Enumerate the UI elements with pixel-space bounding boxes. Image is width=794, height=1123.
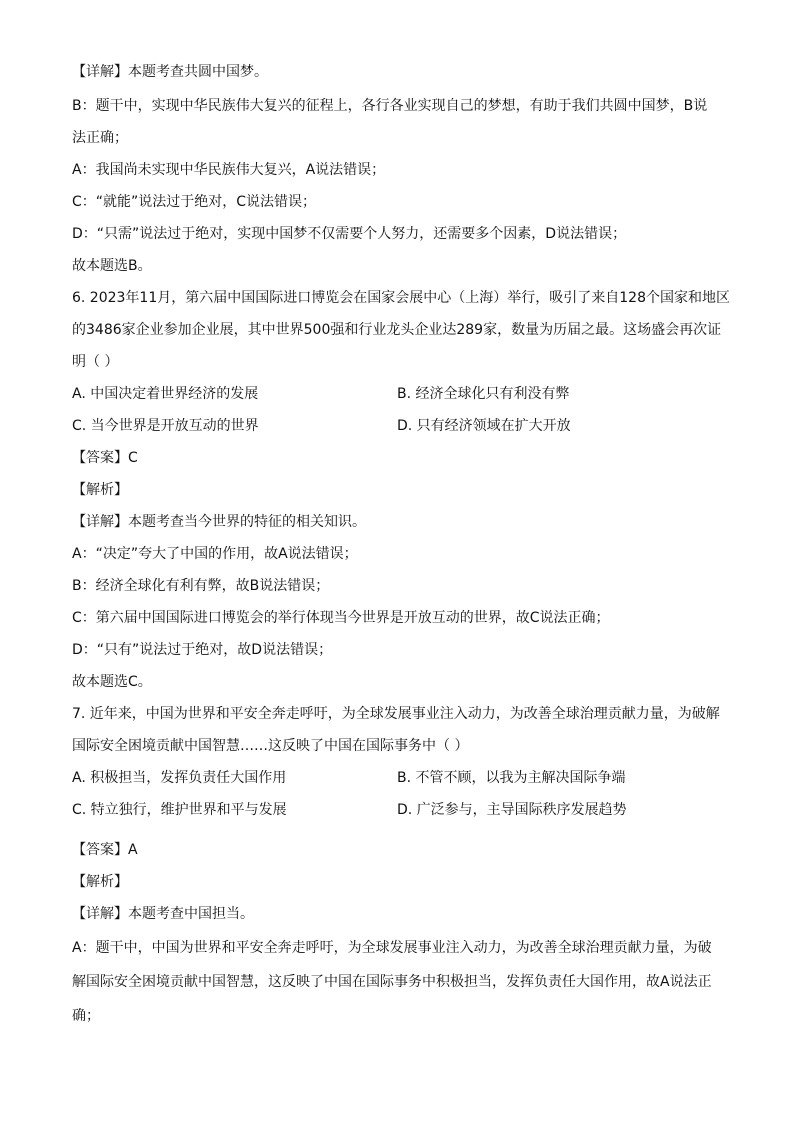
question-6-detail: B：经济全球化有利有弊，故B说法错误； [72, 578, 330, 594]
detail-line: 【详解】本题考查共圆中国梦。 [72, 64, 268, 80]
question-7-option-b: B. 不管不顾，以我为主解决国际争端 [397, 770, 626, 786]
question-7-option-c: C. 特立独行，维护世界和平与发展 [72, 802, 287, 818]
question-7-analysis-heading: 【解析】 [72, 874, 128, 890]
question-7-option-a: A. 积极担当，发挥负责任大国作用 [72, 770, 287, 786]
question-7-detail: 【详解】本题考查中国担当。 [72, 906, 254, 922]
question-7-detail: A：题干中，中国为世界和平安全奔走呼吁，为全球发展事业注入动力，为改善全球治理贡献力量，为破 [72, 940, 712, 956]
question-6-option-b: B. 经济全球化只有利没有弊 [397, 386, 570, 402]
question-6-detail: A：“决定”夸大了中国的作用，故A说法错误； [72, 546, 358, 562]
analysis-line: 法正确； [72, 130, 128, 146]
question-7-stem: 7. 近年来，中国为世界和平安全奔走呼吁，为全球发展事业注入动力，为改善全球治理贡献力量，为破解 [72, 706, 720, 722]
question-6-detail: C：第六届中国国际进口博览会的举行体现当今世界是开放互动的世界，故C说法正确； [72, 610, 610, 626]
question-6-stem: 明（ ） [72, 354, 119, 370]
analysis-line: C：“就能”说法过于绝对，C说法错误； [72, 194, 317, 210]
analysis-line: D：“只需”说法过于绝对，实现中国梦不仅需要个人努力，还需要多个因素，D说法错误； [72, 226, 627, 242]
question-7-answer: 【答案】A [72, 842, 138, 858]
question-7-option-d: D. 广泛参与，主导国际秩序发展趋势 [397, 802, 627, 818]
question-6-conclusion: 故本题选C。 [72, 674, 152, 690]
question-6-answer: 【答案】C [72, 450, 138, 466]
question-7-detail: 解国际安全困境贡献中国智慧，这反映了中国在国际事务中积极担当，发挥负责任大国作用，故A说法正 [72, 974, 712, 990]
analysis-line: A：我国尚未实现中华民族伟大复兴，A说法错误； [72, 162, 386, 178]
question-6-option-d: D. 只有经济领域在扩大开放 [397, 418, 571, 434]
analysis-line: B：题干中，实现中华民族伟大复兴的征程上，各行各业实现自己的梦想，有助于我们共圆中国梦，B说 [72, 98, 708, 114]
question-6-stem: 6. 2023年11月，第六届中国国际进口博览会在国家会展中心（上海）举行，吸引了来自128个国家和地区 [72, 290, 730, 306]
question-6-option-a: A. 中国决定着世界经济的发展 [72, 386, 259, 402]
question-6-detail: 【详解】本题考查当今世界的特征的相关知识。 [72, 514, 366, 530]
conclusion-line: 故本题选B。 [72, 258, 152, 274]
question-7-detail: 确； [72, 1008, 100, 1024]
question-6-option-c: C. 当今世界是开放互动的世界 [72, 418, 259, 434]
question-6-stem: 的3486家企业参加企业展，其中世界500强和行业龙头企业达289家，数量为历届之最。这场盛会再次证 [72, 322, 722, 338]
question-6-detail: D：“只有”说法过于绝对，故D说法错误； [72, 642, 333, 658]
question-6-analysis-heading: 【解析】 [72, 482, 128, 498]
question-7-stem: 国际安全困境贡献中国智慧……这反映了中国在国际事务中（ ） [72, 738, 469, 754]
